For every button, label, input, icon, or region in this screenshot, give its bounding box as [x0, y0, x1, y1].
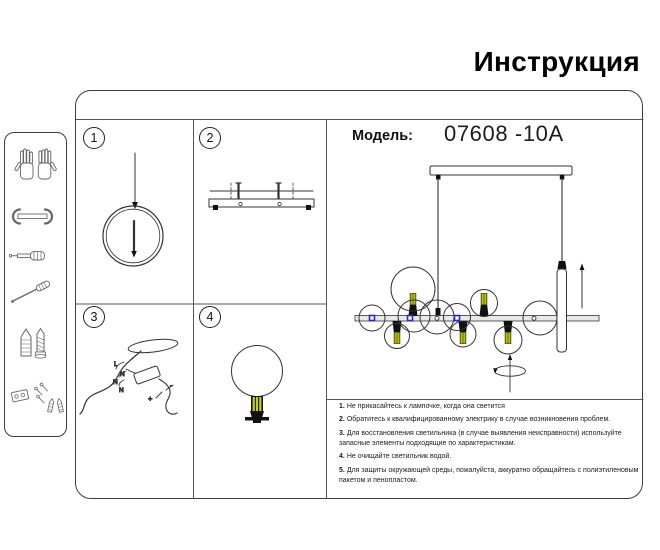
panel-3-number: 3: [83, 306, 105, 328]
page-title: Инструкция: [473, 46, 640, 77]
wire-label-n1: N: [120, 371, 125, 378]
warning-item-5: 5. Для защиты окружающей среды, пожалуйста, аккуратно обращайтесь с полиэтиленовым пакетом и пенопластом.: [339, 466, 639, 484]
safety-warnings: [339, 402, 641, 489]
model-label: Модель:: [352, 128, 413, 144]
warning-item-4: 4. Не очищайте светильник водой.: [339, 453, 452, 461]
panel-2-number: 2: [199, 127, 221, 149]
warning-item-2: 2. Обратитесь к квалифицированному электрику в случае возникновения проблем.: [339, 416, 611, 424]
wire-label-minus: -: [170, 381, 173, 390]
wire-label-l: L: [114, 361, 118, 368]
wire-label-n2: N: [113, 379, 118, 386]
model-number: 07608 -10A: [444, 121, 564, 146]
panel-4-number: 4: [199, 306, 221, 328]
tools-panel: [4, 132, 67, 437]
wire-label-plus: +: [148, 394, 153, 403]
warning-item-1: 1. Не прикасайтесь к лампочке, когда она светится: [339, 403, 505, 410]
warning-item-3: 3. Для восстановления светильника (в случае выявления неисправности) используйте запасные элементы подходящие по характеристикам.: [339, 429, 622, 447]
wire-label-n3: N: [119, 387, 124, 394]
panel-1-number: 1: [83, 127, 105, 149]
